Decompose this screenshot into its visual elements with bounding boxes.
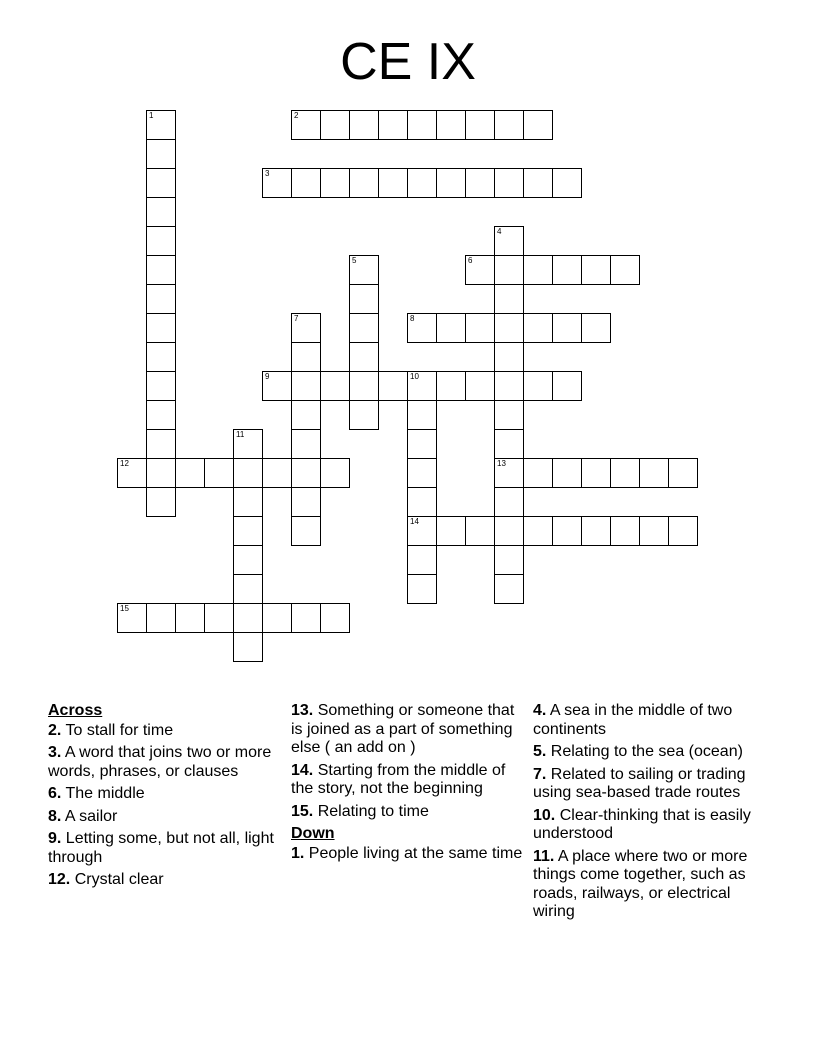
grid-cell[interactable] [407, 545, 437, 575]
grid-cell[interactable] [668, 516, 698, 546]
clue-text: Starting from the middle of the story, not the beginning [291, 761, 506, 797]
across-clue-2 [48, 722, 280, 741]
across-clue-12 [48, 871, 280, 890]
clue-number: 13. [291, 702, 314, 719]
grid-cell[interactable] [494, 574, 524, 604]
grid-cell[interactable] [407, 110, 437, 140]
grid-cell[interactable] [407, 574, 437, 604]
grid-cell[interactable] [494, 255, 524, 285]
cell-number: 11 [236, 430, 245, 439]
grid-cell[interactable] [610, 458, 640, 488]
clue-number: 10. [533, 806, 556, 824]
clue-number: 3. [48, 744, 62, 761]
grid-cell[interactable] [233, 487, 263, 517]
grid-cell[interactable] [320, 168, 350, 198]
grid-cell[interactable] [523, 168, 553, 198]
cell-number: 13 [497, 459, 506, 468]
grid-cell[interactable] [639, 458, 669, 488]
grid-cell[interactable] [146, 458, 176, 488]
clue-column-1 [48, 702, 280, 894]
grid-cell[interactable] [494, 371, 524, 401]
grid-cell[interactable] [320, 110, 350, 140]
down-clue-1 [291, 845, 523, 864]
cell-number: 9 [265, 372, 270, 381]
grid-cell[interactable] [552, 255, 582, 285]
grid-cell[interactable] [320, 603, 350, 633]
cell-number: 7 [294, 314, 299, 323]
across-clue-14 [291, 762, 523, 799]
grid-cell[interactable] [436, 168, 466, 198]
grid-cell[interactable] [523, 458, 553, 488]
grid-cell[interactable] [146, 197, 176, 227]
grid-cell[interactable] [581, 458, 611, 488]
grid-cell[interactable] [552, 168, 582, 198]
clue-number: 1. [291, 844, 305, 862]
clue-number: 7. [533, 765, 547, 783]
grid-cell[interactable] [407, 429, 437, 459]
grid-cell[interactable] [233, 458, 263, 488]
cell-number: 4 [497, 227, 502, 236]
cell-number: 14 [410, 517, 419, 526]
grid-cell[interactable] [494, 168, 524, 198]
across-clue-8 [48, 808, 280, 827]
grid-cell[interactable] [436, 516, 466, 546]
grid-cell[interactable] [146, 139, 176, 169]
across-clue-9 [48, 830, 280, 867]
grid-cell[interactable] [552, 371, 582, 401]
grid-cell[interactable] [610, 255, 640, 285]
cell-number: 2 [294, 111, 299, 120]
grid-cell[interactable] [146, 429, 176, 459]
grid-cell[interactable] [349, 371, 379, 401]
clue-text: People living at the same time [308, 844, 523, 862]
grid-cell[interactable] [117, 458, 147, 488]
clue-number: 2. [48, 721, 62, 739]
clue-number: 11. [533, 847, 555, 865]
grid-cell[interactable] [320, 458, 350, 488]
grid-cell[interactable] [262, 603, 292, 633]
down-clue-11 [533, 848, 765, 922]
grid-cell[interactable] [581, 313, 611, 343]
across-clue-6 [48, 785, 280, 804]
grid-cell[interactable] [146, 371, 176, 401]
grid-cell[interactable] [494, 400, 524, 430]
grid-cell[interactable] [523, 313, 553, 343]
grid-cell[interactable] [436, 371, 466, 401]
grid-cell[interactable] [523, 255, 553, 285]
grid-cell[interactable] [523, 516, 553, 546]
grid-cell[interactable] [146, 284, 176, 314]
grid-cell[interactable] [523, 110, 553, 140]
grid-cell[interactable] [349, 110, 379, 140]
grid-cell[interactable] [146, 168, 176, 198]
grid-cell[interactable] [465, 255, 495, 285]
grid-cell[interactable] [494, 429, 524, 459]
clue-column-3 [533, 702, 765, 926]
grid-cell[interactable] [581, 255, 611, 285]
grid-cell[interactable] [552, 458, 582, 488]
grid-cell[interactable] [581, 516, 611, 546]
grid-cell[interactable] [204, 458, 234, 488]
clue-text: To stall for time [65, 721, 174, 739]
across-clue-3 [48, 744, 280, 781]
grid-cell[interactable] [146, 603, 176, 633]
grid-cell[interactable] [378, 168, 408, 198]
clue-number: 4. [533, 702, 547, 719]
clue-number: 6. [48, 785, 62, 802]
down-clue-10 [533, 807, 765, 844]
grid-cell[interactable] [639, 516, 669, 546]
clue-text: Related to sailing or trading using sea-based trade routes [533, 765, 746, 801]
grid-cell[interactable] [465, 110, 495, 140]
grid-cell[interactable] [146, 226, 176, 256]
grid-cell[interactable] [146, 400, 176, 430]
grid-cell[interactable] [146, 255, 176, 285]
grid-cell[interactable] [233, 603, 263, 633]
grid-cell[interactable] [204, 603, 234, 633]
across-heading: Across [48, 702, 103, 719]
clue-number: 9. [48, 830, 62, 847]
grid-cell[interactable] [146, 487, 176, 517]
grid-cell[interactable] [291, 168, 321, 198]
grid-cell[interactable] [291, 371, 321, 401]
grid-cell[interactable] [349, 400, 379, 430]
grid-cell[interactable] [610, 516, 640, 546]
grid-cell[interactable] [146, 342, 176, 372]
down-heading: Down [291, 825, 335, 842]
grid-cell[interactable] [233, 632, 263, 662]
grid-cell[interactable] [407, 371, 437, 401]
grid-cell[interactable] [349, 284, 379, 314]
grid-cell[interactable] [291, 400, 321, 430]
clue-text: Clear-thinking that is easily understood [533, 806, 751, 842]
grid-cell[interactable] [465, 313, 495, 343]
grid-cell[interactable] [465, 516, 495, 546]
clue-number: 15. [291, 802, 314, 820]
grid-cell[interactable] [465, 168, 495, 198]
cell-number: 1 [149, 111, 154, 120]
grid-cell[interactable] [291, 342, 321, 372]
clue-text: Relating to the sea (ocean) [550, 743, 743, 760]
grid-cell[interactable] [494, 516, 524, 546]
down-clue-5 [533, 743, 765, 762]
grid-cell[interactable] [233, 429, 263, 459]
grid-cell[interactable] [349, 255, 379, 285]
across-clue-15 [291, 803, 523, 822]
grid-cell[interactable] [494, 226, 524, 256]
clue-number: 12. [48, 871, 71, 888]
grid-cell[interactable] [233, 545, 263, 575]
grid-cell[interactable] [523, 371, 553, 401]
grid-cell[interactable] [407, 168, 437, 198]
grid-cell[interactable] [494, 313, 524, 343]
grid-cell[interactable] [494, 284, 524, 314]
grid-cell[interactable] [378, 110, 408, 140]
clue-text: Something or someone that is joined as a part of something else ( an add on ) [291, 702, 515, 756]
grid-cell[interactable] [146, 110, 176, 140]
grid-cell[interactable] [291, 516, 321, 546]
grid-cell[interactable] [494, 487, 524, 517]
grid-cell[interactable] [407, 516, 437, 546]
cell-number: 10 [410, 372, 419, 381]
grid-cell[interactable] [262, 371, 292, 401]
grid-cell[interactable] [407, 313, 437, 343]
grid-cell[interactable] [668, 458, 698, 488]
grid-cell[interactable] [465, 371, 495, 401]
grid-cell[interactable] [407, 458, 437, 488]
grid-cell[interactable] [291, 110, 321, 140]
grid-cell[interactable] [436, 313, 466, 343]
clue-text: A word that joins two or more words, phrases, or clauses [48, 744, 272, 780]
grid-cell[interactable] [262, 458, 292, 488]
grid-cell[interactable] [233, 516, 263, 546]
cell-number: 15 [120, 604, 129, 613]
grid-cell[interactable] [175, 458, 205, 488]
grid-cell[interactable] [494, 110, 524, 140]
clue-column-2 [291, 702, 523, 867]
page-title: CE IX [340, 33, 476, 91]
grid-cell[interactable] [117, 603, 147, 633]
clue-text: A place where two or more things come together, such as roads, railways, or electrical wiring [533, 847, 748, 920]
grid-cell[interactable] [349, 168, 379, 198]
grid-cell[interactable] [291, 429, 321, 459]
grid-cell[interactable] [378, 371, 408, 401]
grid-cell[interactable] [291, 603, 321, 633]
grid-cell[interactable] [146, 313, 176, 343]
down-clue-7 [533, 766, 765, 803]
grid-cell[interactable] [436, 110, 466, 140]
grid-cell[interactable] [407, 400, 437, 430]
cell-number: 12 [120, 459, 129, 468]
clue-text: A sea in the middle of two continents [533, 702, 733, 738]
across-clue-13 [291, 702, 523, 758]
grid-cell[interactable] [291, 487, 321, 517]
clue-text: Letting some, but not all, light through [48, 830, 274, 866]
grid-cell[interactable] [552, 313, 582, 343]
grid-cell[interactable] [552, 516, 582, 546]
grid-cell[interactable] [407, 487, 437, 517]
clue-number: 8. [48, 807, 62, 825]
clue-number: 5. [533, 743, 547, 760]
grid-cell[interactable] [494, 342, 524, 372]
grid-cell[interactable] [349, 313, 379, 343]
grid-cell[interactable] [291, 313, 321, 343]
clue-text: Crystal clear [74, 871, 164, 888]
grid-cell[interactable] [291, 458, 321, 488]
grid-cell[interactable] [233, 574, 263, 604]
down-clue-4 [533, 702, 765, 739]
grid-cell[interactable] [262, 168, 292, 198]
grid-cell[interactable] [494, 458, 524, 488]
cell-number: 8 [410, 314, 415, 323]
clue-number: 14. [291, 761, 314, 779]
cell-number: 5 [352, 256, 357, 265]
clue-text: Relating to time [317, 802, 429, 820]
clue-text: The middle [65, 785, 145, 802]
cell-number: 6 [468, 256, 473, 265]
grid-cell[interactable] [494, 545, 524, 575]
grid-cell[interactable] [349, 342, 379, 372]
grid-cell[interactable] [320, 371, 350, 401]
grid-cell[interactable] [175, 603, 205, 633]
cell-number: 3 [265, 169, 270, 178]
clue-text: A sailor [64, 807, 118, 825]
